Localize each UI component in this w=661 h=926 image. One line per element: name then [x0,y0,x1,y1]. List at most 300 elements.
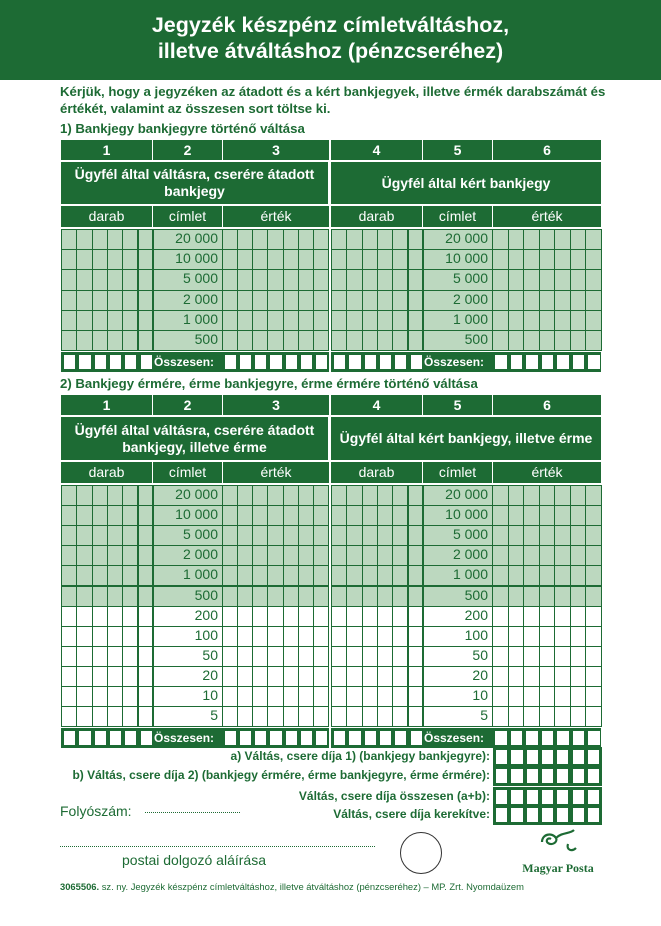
ertek-cell[interactable] [523,290,540,311]
darab-cell[interactable] [92,666,108,687]
ertek-cell[interactable] [554,706,571,727]
ertek-cell[interactable] [298,505,314,526]
ertek-cell[interactable] [554,565,571,586]
fee-cell[interactable] [541,749,554,765]
ertek-cell[interactable] [267,706,283,727]
ertek-cell[interactable] [492,229,509,250]
ertek-cell[interactable] [585,565,602,586]
ertek-cell[interactable] [283,646,299,667]
ertek-cell[interactable] [237,606,253,627]
darab-cell[interactable] [76,666,92,687]
darab-cell[interactable] [76,290,92,311]
ertek-cell[interactable] [298,686,314,707]
ertek-cell[interactable] [313,565,329,586]
darab-cell[interactable] [346,229,362,250]
total-darab-cell[interactable] [63,354,76,370]
ertek-cell[interactable] [313,505,329,526]
ertek-cell[interactable] [523,706,540,727]
darab-cell[interactable] [362,586,378,607]
ertek-cell[interactable] [222,229,238,250]
ertek-cell[interactable] [508,545,525,566]
darab-cell[interactable] [92,485,108,506]
ertek-cell[interactable] [570,505,587,526]
darab-cell[interactable] [377,229,393,250]
ertek-cell[interactable] [523,229,540,250]
ertek-cell[interactable] [554,666,571,687]
darab-cell[interactable] [331,545,347,566]
total-ertek-cell[interactable] [494,730,508,746]
ertek-cell[interactable] [492,269,509,290]
fee-cell[interactable] [495,789,508,805]
ertek-cell[interactable] [298,310,314,331]
darab-cell[interactable] [392,686,408,707]
total-ertek-cell[interactable] [239,354,252,370]
darab-cell[interactable] [107,706,123,727]
ertek-cell[interactable] [492,310,509,331]
ertek-cell[interactable] [585,686,602,707]
darab-cell[interactable] [331,485,347,506]
ertek-cell[interactable] [539,290,556,311]
fee-cell[interactable] [587,807,600,823]
darab-cell[interactable] [331,525,347,546]
fee-cell[interactable] [556,768,569,784]
darab-cell[interactable] [92,686,108,707]
ertek-cell[interactable] [298,229,314,250]
darab-cell[interactable] [331,310,347,331]
darab-cell[interactable] [122,505,138,526]
ertek-cell[interactable] [508,626,525,647]
darab-cell[interactable] [122,269,138,290]
ertek-cell[interactable] [313,686,329,707]
darab-cell[interactable] [107,646,123,667]
total-ertek-cell[interactable] [525,730,539,746]
ertek-cell[interactable] [570,525,587,546]
ertek-cell[interactable] [570,269,587,290]
fee-cell[interactable] [556,789,569,805]
darab-cell[interactable] [346,290,362,311]
ertek-cell[interactable] [492,565,509,586]
ertek-cell[interactable] [554,545,571,566]
ertek-cell[interactable] [267,565,283,586]
total-ertek-cell[interactable] [285,354,298,370]
ertek-cell[interactable] [267,249,283,270]
ertek-cell[interactable] [492,485,509,506]
ertek-cell[interactable] [252,229,268,250]
total-darab-cell[interactable] [94,354,107,370]
darab-cell[interactable] [331,565,347,586]
darab-cell[interactable] [331,290,347,311]
darab-cell[interactable] [122,545,138,566]
ertek-cell[interactable] [554,330,571,351]
total-darab-cell[interactable] [63,730,76,746]
darab-cell[interactable] [92,310,108,331]
darab-cell[interactable] [331,249,347,270]
ertek-cell[interactable] [523,626,540,647]
darab-cell[interactable] [107,269,123,290]
darab-cell[interactable] [377,606,393,627]
darab-cell[interactable] [76,545,92,566]
ertek-cell[interactable] [222,330,238,351]
ertek-cell[interactable] [585,269,602,290]
ertek-cell[interactable] [283,290,299,311]
ertek-cell[interactable] [585,485,602,506]
ertek-cell[interactable] [508,249,525,270]
darab-cell[interactable] [331,586,347,607]
ertek-cell[interactable] [252,666,268,687]
ertek-cell[interactable] [554,249,571,270]
darab-cell[interactable] [76,686,92,707]
total-ertek-cell[interactable] [572,730,586,746]
darab-cell[interactable] [392,505,408,526]
ertek-cell[interactable] [252,505,268,526]
darab-cell[interactable] [362,706,378,727]
ertek-cell[interactable] [267,310,283,331]
darab-cell[interactable] [346,565,362,586]
ertek-cell[interactable] [570,646,587,667]
darab-cell[interactable] [122,586,138,607]
ertek-cell[interactable] [570,545,587,566]
darab-cell[interactable] [76,485,92,506]
ertek-cell[interactable] [313,666,329,687]
ertek-cell[interactable] [222,586,238,607]
darab-cell[interactable] [377,330,393,351]
ertek-cell[interactable] [585,626,602,647]
ertek-cell[interactable] [539,485,556,506]
total-ertek-cell[interactable] [315,354,328,370]
darab-cell[interactable] [107,545,123,566]
darab-cell[interactable] [61,706,77,727]
total-darab-cell[interactable] [94,730,107,746]
ertek-cell[interactable] [539,686,556,707]
total-ertek-cell[interactable] [556,354,570,370]
fee-cell[interactable] [587,768,600,784]
ertek-cell[interactable] [222,565,238,586]
darab-cell[interactable] [122,606,138,627]
darab-cell[interactable] [76,269,92,290]
ertek-cell[interactable] [283,310,299,331]
ertek-cell[interactable] [508,565,525,586]
darab-cell[interactable] [61,626,77,647]
darab-cell[interactable] [61,686,77,707]
ertek-cell[interactable] [252,310,268,331]
fee-cell[interactable] [556,749,569,765]
darab-cell[interactable] [122,330,138,351]
ertek-cell[interactable] [298,249,314,270]
darab-cell[interactable] [362,290,378,311]
ertek-cell[interactable] [313,290,329,311]
darab-cell[interactable] [362,229,378,250]
darab-cell[interactable] [92,269,108,290]
ertek-cell[interactable] [222,525,238,546]
darab-cell[interactable] [61,666,77,687]
darab-cell[interactable] [107,626,123,647]
ertek-cell[interactable] [492,249,509,270]
ertek-cell[interactable] [237,686,253,707]
darab-cell[interactable] [122,485,138,506]
ertek-cell[interactable] [523,646,540,667]
darab-cell[interactable] [61,646,77,667]
darab-cell[interactable] [107,565,123,586]
ertek-cell[interactable] [298,545,314,566]
ertek-cell[interactable] [267,525,283,546]
darab-cell[interactable] [392,706,408,727]
darab-cell[interactable] [76,626,92,647]
ertek-cell[interactable] [585,646,602,667]
darab-cell[interactable] [331,229,347,250]
darab-cell[interactable] [92,290,108,311]
darab-cell[interactable] [92,505,108,526]
fee-cell[interactable] [572,749,585,765]
darab-cell[interactable] [346,626,362,647]
ertek-cell[interactable] [298,485,314,506]
ertek-cell[interactable] [492,626,509,647]
total-ertek-cell[interactable] [224,354,237,370]
ertek-cell[interactable] [554,686,571,707]
darab-cell[interactable] [107,485,123,506]
ertek-cell[interactable] [267,290,283,311]
darab-cell[interactable] [377,686,393,707]
ertek-cell[interactable] [492,330,509,351]
ertek-cell[interactable] [267,330,283,351]
darab-cell[interactable] [377,505,393,526]
fee-cell[interactable] [510,768,523,784]
ertek-cell[interactable] [313,249,329,270]
total-darab-cell[interactable] [124,354,137,370]
darab-cell[interactable] [346,310,362,331]
ertek-cell[interactable] [222,626,238,647]
ertek-cell[interactable] [313,606,329,627]
ertek-cell[interactable] [585,330,602,351]
ertek-cell[interactable] [539,229,556,250]
fee-cell[interactable] [587,789,600,805]
darab-cell[interactable] [76,706,92,727]
darab-cell[interactable] [377,565,393,586]
total-ertek-cell[interactable] [315,730,328,746]
ertek-cell[interactable] [298,565,314,586]
darab-cell[interactable] [61,565,77,586]
total-darab-cell[interactable] [333,354,346,370]
ertek-cell[interactable] [237,290,253,311]
darab-cell[interactable] [392,485,408,506]
ertek-cell[interactable] [283,626,299,647]
ertek-cell[interactable] [523,666,540,687]
ertek-cell[interactable] [283,565,299,586]
darab-cell[interactable] [331,505,347,526]
ertek-cell[interactable] [523,686,540,707]
ertek-cell[interactable] [585,310,602,331]
ertek-cell[interactable] [252,269,268,290]
total-darab-cell[interactable] [78,730,91,746]
ertek-cell[interactable] [539,706,556,727]
ertek-cell[interactable] [539,330,556,351]
ertek-cell[interactable] [313,525,329,546]
darab-cell[interactable] [362,525,378,546]
ertek-cell[interactable] [313,545,329,566]
darab-cell[interactable] [392,249,408,270]
darab-cell[interactable] [346,666,362,687]
ertek-cell[interactable] [539,505,556,526]
total-darab-cell[interactable] [109,730,122,746]
ertek-cell[interactable] [492,686,509,707]
fee-cell[interactable] [572,768,585,784]
total-darab-cell[interactable] [78,354,91,370]
ertek-cell[interactable] [298,626,314,647]
fee-cell[interactable] [495,768,508,784]
darab-cell[interactable] [362,485,378,506]
ertek-cell[interactable] [523,545,540,566]
ertek-cell[interactable] [298,330,314,351]
ertek-cell[interactable] [267,545,283,566]
ertek-cell[interactable] [539,666,556,687]
ertek-cell[interactable] [570,485,587,506]
darab-cell[interactable] [392,565,408,586]
darab-cell[interactable] [76,606,92,627]
ertek-cell[interactable] [283,269,299,290]
total-ertek-cell[interactable] [254,354,267,370]
ertek-cell[interactable] [508,586,525,607]
darab-cell[interactable] [346,686,362,707]
ertek-cell[interactable] [554,485,571,506]
darab-cell[interactable] [107,586,123,607]
darab-cell[interactable] [377,626,393,647]
ertek-cell[interactable] [237,485,253,506]
darab-cell[interactable] [61,290,77,311]
ertek-cell[interactable] [267,666,283,687]
ertek-cell[interactable] [283,229,299,250]
darab-cell[interactable] [362,545,378,566]
ertek-cell[interactable] [570,565,587,586]
ertek-cell[interactable] [539,249,556,270]
fee-cell[interactable] [510,807,523,823]
ertek-cell[interactable] [570,666,587,687]
ertek-cell[interactable] [283,249,299,270]
ertek-cell[interactable] [267,606,283,627]
darab-cell[interactable] [76,249,92,270]
ertek-cell[interactable] [508,646,525,667]
darab-cell[interactable] [122,525,138,546]
darab-cell[interactable] [122,249,138,270]
ertek-cell[interactable] [252,565,268,586]
total-darab-cell[interactable] [140,354,153,370]
darab-cell[interactable] [392,646,408,667]
ertek-cell[interactable] [508,229,525,250]
ertek-cell[interactable] [585,706,602,727]
fee-cell[interactable] [526,807,539,823]
ertek-cell[interactable] [222,485,238,506]
total-ertek-cell[interactable] [541,354,555,370]
darab-cell[interactable] [122,290,138,311]
total-darab-cell[interactable] [140,730,153,746]
total-darab-cell[interactable] [348,730,361,746]
ertek-cell[interactable] [252,525,268,546]
darab-cell[interactable] [92,706,108,727]
darab-cell[interactable] [392,229,408,250]
ertek-cell[interactable] [508,606,525,627]
ertek-cell[interactable] [492,545,509,566]
fee-cell[interactable] [526,768,539,784]
ertek-cell[interactable] [267,485,283,506]
darab-cell[interactable] [61,586,77,607]
darab-cell[interactable] [362,646,378,667]
ertek-cell[interactable] [252,485,268,506]
ertek-cell[interactable] [585,545,602,566]
total-darab-cell[interactable] [379,354,392,370]
ertek-cell[interactable] [554,586,571,607]
darab-cell[interactable] [392,330,408,351]
darab-cell[interactable] [92,229,108,250]
ertek-cell[interactable] [508,706,525,727]
ertek-cell[interactable] [313,706,329,727]
fee-cell[interactable] [510,789,523,805]
darab-cell[interactable] [76,565,92,586]
ertek-cell[interactable] [570,686,587,707]
darab-cell[interactable] [392,290,408,311]
darab-cell[interactable] [362,606,378,627]
darab-cell[interactable] [92,626,108,647]
darab-cell[interactable] [61,229,77,250]
ertek-cell[interactable] [313,626,329,647]
darab-cell[interactable] [331,646,347,667]
ertek-cell[interactable] [222,505,238,526]
darab-cell[interactable] [362,666,378,687]
ertek-cell[interactable] [298,706,314,727]
darab-cell[interactable] [377,586,393,607]
darab-cell[interactable] [377,310,393,331]
darab-cell[interactable] [346,525,362,546]
fee-cell[interactable] [495,807,508,823]
darab-cell[interactable] [76,505,92,526]
darab-cell[interactable] [346,269,362,290]
darab-cell[interactable] [362,686,378,707]
darab-cell[interactable] [107,666,123,687]
darab-cell[interactable] [392,310,408,331]
darab-cell[interactable] [107,686,123,707]
ertek-cell[interactable] [283,606,299,627]
darab-cell[interactable] [107,525,123,546]
ertek-cell[interactable] [252,249,268,270]
total-darab-cell[interactable] [394,730,407,746]
darab-cell[interactable] [377,525,393,546]
ertek-cell[interactable] [523,485,540,506]
ertek-cell[interactable] [283,545,299,566]
ertek-cell[interactable] [237,229,253,250]
darab-cell[interactable] [362,249,378,270]
ertek-cell[interactable] [252,586,268,607]
ertek-cell[interactable] [237,310,253,331]
darab-cell[interactable] [76,330,92,351]
ertek-cell[interactable] [298,525,314,546]
ertek-cell[interactable] [523,586,540,607]
darab-cell[interactable] [61,485,77,506]
ertek-cell[interactable] [508,666,525,687]
darab-cell[interactable] [61,545,77,566]
ertek-cell[interactable] [237,666,253,687]
ertek-cell[interactable] [554,505,571,526]
total-ertek-cell[interactable] [510,354,524,370]
ertek-cell[interactable] [267,586,283,607]
ertek-cell[interactable] [554,646,571,667]
ertek-cell[interactable] [237,525,253,546]
total-ertek-cell[interactable] [269,730,282,746]
ertek-cell[interactable] [222,545,238,566]
darab-cell[interactable] [362,626,378,647]
ertek-cell[interactable] [585,606,602,627]
darab-cell[interactable] [122,706,138,727]
darab-cell[interactable] [122,310,138,331]
darab-cell[interactable] [377,646,393,667]
ertek-cell[interactable] [313,646,329,667]
darab-cell[interactable] [331,606,347,627]
